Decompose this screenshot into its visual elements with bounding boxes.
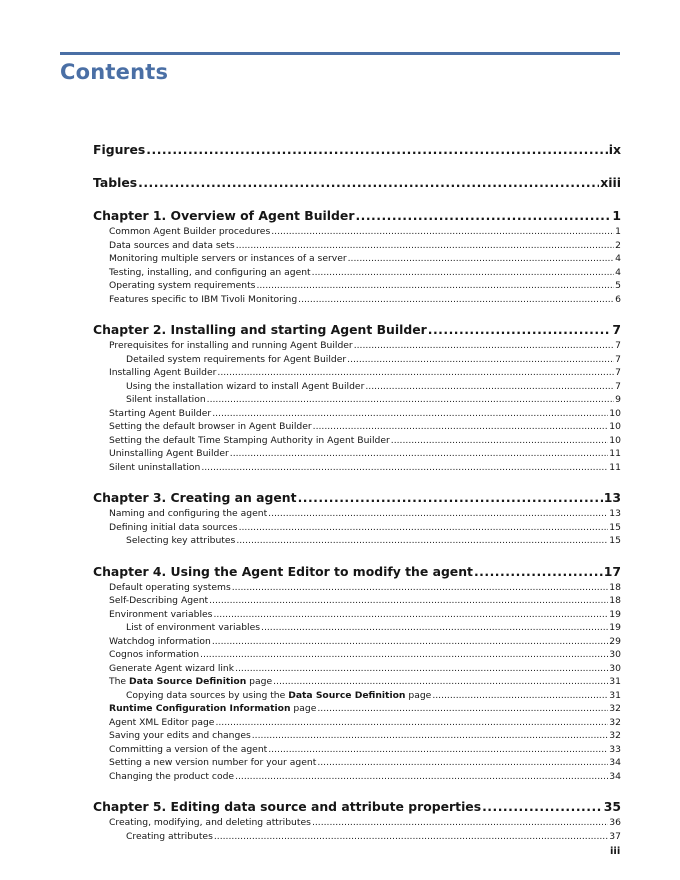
- toc-entry-title-suffix: page: [290, 703, 317, 714]
- toc-entry[interactable]: [93, 407, 621, 421]
- dot-leader: [209, 594, 608, 608]
- toc-entry[interactable]: [93, 716, 621, 730]
- toc-entry-title: [109, 702, 316, 716]
- toc-page-number: 11: [609, 461, 621, 473]
- toc-entry-title: Environment variables: [109, 608, 213, 620]
- toc-entry[interactable]: [93, 729, 621, 743]
- dot-leader: [214, 830, 608, 844]
- dot-leader: [271, 225, 614, 239]
- toc-entry-title: Monitoring multiple servers or instances of a server: [109, 253, 347, 264]
- toc-entry[interactable]: [93, 339, 621, 353]
- toc-entry-title: Starting Agent Builder: [109, 407, 212, 419]
- toc-entry[interactable]: [93, 770, 621, 784]
- toc-entry[interactable]: [93, 621, 621, 635]
- dot-leader: [347, 353, 614, 367]
- toc-page-number: 15: [609, 535, 621, 546]
- toc-entry-title: Creating, modifying, and deleting attributes: [109, 817, 311, 828]
- toc-entry[interactable]: [93, 702, 621, 716]
- toc-entry-title: Committing a version of the agent: [109, 743, 268, 755]
- dot-leader: [261, 621, 608, 635]
- dot-leader: [232, 581, 609, 595]
- dot-leader: [482, 797, 603, 816]
- toc-page-number: 6: [615, 293, 621, 305]
- toc-chapter-entry[interactable]: [93, 206, 621, 225]
- toc-entry-title-bold: Runtime Configuration Information: [109, 703, 291, 714]
- dot-leader: [212, 635, 608, 649]
- toc-chapter-entry[interactable]: [93, 797, 621, 816]
- dot-leader: [317, 702, 608, 716]
- toc-entry[interactable]: [93, 380, 621, 394]
- toc-entry-title: Cognos information: [109, 649, 200, 660]
- toc-page-number: 10: [609, 407, 621, 419]
- toc-entry-title: Uninstalling Agent Builder: [109, 448, 229, 459]
- toc-page-number: 2: [615, 239, 621, 251]
- toc-entry-title: Agent XML Editor page: [109, 716, 215, 728]
- toc-entry-title: Self-Describing Agent: [109, 595, 209, 606]
- toc-entry[interactable]: [93, 534, 621, 548]
- toc-page-number: 37: [609, 830, 621, 842]
- dot-leader: [348, 252, 615, 266]
- toc-entry-title: Figures: [93, 142, 146, 157]
- page-number: iii: [610, 846, 621, 857]
- toc-entry[interactable]: [93, 756, 621, 770]
- dot-leader: [256, 279, 614, 293]
- toc-page-number: 18: [609, 595, 621, 606]
- toc-page-number: 7: [615, 367, 621, 378]
- toc-entry[interactable]: [93, 689, 621, 703]
- toc-entry[interactable]: [93, 239, 621, 253]
- toc-entry[interactable]: [93, 635, 621, 649]
- toc-entry[interactable]: [93, 608, 621, 622]
- toc-entry-title: Changing the product code: [109, 770, 235, 782]
- toc-entry-title: Installing Agent Builder: [109, 367, 217, 378]
- toc-page-number: 30: [609, 649, 621, 660]
- dot-leader: [236, 239, 614, 253]
- dot-leader: [312, 266, 614, 280]
- toc-entry-title: Common Agent Builder procedures: [109, 226, 271, 237]
- toc-entry[interactable]: [93, 393, 621, 407]
- toc-page-number: 29: [609, 635, 621, 647]
- toc-page-number: 32: [609, 703, 621, 714]
- toc-entry-title: Selecting key attributes: [126, 535, 236, 546]
- toc-entry-title: Setting the default Time Stamping Authority in Agent Builder: [109, 434, 390, 446]
- toc-entry-title-suffix: page: [405, 689, 432, 701]
- toc-page-number: 11: [609, 448, 621, 459]
- toc-chapter-entry[interactable]: [93, 320, 621, 339]
- toc-entry-title: Chapter 5. Editing data source and attribute properties: [93, 799, 482, 814]
- toc-entry-title-suffix: page: [246, 676, 273, 687]
- dot-leader: [365, 380, 614, 394]
- toc-entry-title: Chapter 1. Overview of Agent Builder: [93, 208, 355, 223]
- toc-entry[interactable]: [93, 662, 621, 676]
- dot-leader: [200, 648, 608, 662]
- toc-entry[interactable]: [93, 675, 621, 689]
- dot-leader: [230, 447, 609, 461]
- toc-page-number: 34: [609, 757, 621, 768]
- toc-entry[interactable]: [93, 816, 621, 830]
- toc-entry-title: Operating system requirements: [109, 280, 256, 291]
- toc-entry-title: Testing, installing, and configuring an agent: [109, 266, 311, 278]
- toc-entry-title-prefix: Copying data sources by using the: [126, 689, 289, 701]
- toc-page-number: 31: [609, 689, 621, 701]
- toc-page-number: 13: [603, 490, 621, 505]
- dot-leader: [252, 729, 609, 743]
- toc-page-number: xiii: [600, 175, 621, 190]
- toc-entry-title: Saving your edits and changes: [109, 730, 251, 741]
- toc-page-number: 31: [609, 676, 621, 687]
- toc-page-number: 7: [615, 353, 621, 365]
- toc-entry-title: Silent uninstallation: [109, 461, 201, 473]
- toc-page-number: 5: [615, 280, 621, 291]
- toc-page-number: 32: [609, 730, 621, 741]
- dot-leader: [432, 689, 608, 703]
- dot-leader: [268, 743, 608, 757]
- toc-page-number: 35: [603, 799, 621, 814]
- toc-page-number: 7: [615, 380, 621, 392]
- toc-entry[interactable]: [93, 434, 621, 448]
- toc-chapter-entry[interactable]: [93, 140, 621, 159]
- dot-leader: [354, 339, 614, 353]
- toc-page-number: 4: [615, 253, 621, 264]
- dot-leader: [146, 140, 607, 159]
- dot-leader: [273, 675, 608, 689]
- toc-entry-title: Naming and configuring the agent: [109, 508, 268, 519]
- toc-chapter-entry[interactable]: [93, 173, 621, 192]
- toc-entry[interactable]: [93, 648, 621, 662]
- toc-entry-title-bold: Data Source Definition: [288, 689, 406, 701]
- toc-entry-title: Setting the default browser in Agent Builder: [109, 421, 312, 432]
- dot-leader: [138, 173, 599, 192]
- toc-page-number: ix: [608, 142, 621, 157]
- toc-entry-title: Chapter 3. Creating an agent: [93, 490, 297, 505]
- toc-chapter-entry[interactable]: [93, 562, 621, 581]
- toc-page-number: 15: [609, 521, 621, 533]
- toc-page-number: 19: [609, 608, 621, 620]
- toc-entry[interactable]: [93, 279, 621, 293]
- toc-entry-title: Watchdog information: [109, 635, 211, 647]
- table-of-contents: [93, 140, 621, 843]
- toc-entry[interactable]: [93, 252, 621, 266]
- dot-leader: [355, 206, 611, 225]
- toc-entry-title: Chapter 2. Installing and starting Agent Builder: [93, 322, 427, 337]
- toc-entry-title: Silent installation: [126, 394, 206, 405]
- dot-leader: [213, 608, 608, 622]
- toc-entry[interactable]: [93, 293, 621, 307]
- toc-entry-title: List of environment variables: [126, 622, 261, 633]
- dot-leader: [207, 393, 614, 407]
- dot-leader: [312, 816, 608, 830]
- toc-entry-title: Chapter 4. Using the Agent Editor to modify the agent: [93, 563, 473, 579]
- toc-page-number: 10: [609, 421, 621, 432]
- toc-page-number: 32: [609, 716, 621, 728]
- toc-entry-title: [126, 689, 431, 703]
- toc-page-number: 13: [609, 508, 621, 519]
- toc-page-number: 30: [609, 662, 621, 674]
- dot-leader: [268, 507, 608, 521]
- toc-entry-title: Tables: [93, 175, 138, 190]
- dot-leader: [313, 420, 609, 434]
- toc-entry[interactable]: [93, 830, 621, 844]
- toc-entry[interactable]: [93, 366, 621, 380]
- dot-leader: [239, 521, 609, 535]
- toc-entry-title: Data sources and data sets: [109, 239, 235, 251]
- toc-entry-title: Defining initial data sources: [109, 521, 238, 533]
- toc-entry-title: Setting a new version number for your agent: [109, 757, 317, 768]
- dot-leader: [235, 770, 608, 784]
- dot-leader: [212, 407, 608, 421]
- dot-leader: [298, 488, 603, 507]
- toc-page-number: 18: [609, 581, 621, 593]
- toc-chapter-entry[interactable]: [93, 488, 621, 507]
- toc-entry[interactable]: [93, 266, 621, 280]
- dot-leader: [428, 320, 612, 339]
- toc-page-number: 7: [615, 340, 621, 351]
- toc-page-number: 33: [609, 743, 621, 755]
- toc-entry-title: Detailed system requirements for Agent Builder: [126, 353, 347, 365]
- toc-entry[interactable]: [93, 461, 621, 475]
- toc-entry[interactable]: [93, 507, 621, 521]
- toc-entry[interactable]: [93, 521, 621, 535]
- toc-entry[interactable]: [93, 743, 621, 757]
- toc-entry-title: Creating attributes: [126, 830, 213, 842]
- toc-entry-title: [109, 675, 272, 689]
- toc-entry-title: Prerequisites for installing and running Agent Builder: [109, 340, 353, 351]
- toc-entry-title: Features specific to IBM Tivoli Monitoring: [109, 293, 298, 305]
- toc-entry[interactable]: [93, 353, 621, 367]
- toc-page-number: 34: [609, 770, 621, 782]
- toc-entry[interactable]: [93, 420, 621, 434]
- page-title: Contents: [60, 60, 169, 84]
- header-rule: [60, 52, 620, 55]
- toc-page-number: 7: [612, 322, 621, 337]
- dot-leader: [236, 534, 608, 548]
- toc-entry[interactable]: [93, 594, 621, 608]
- toc-entry[interactable]: [93, 447, 621, 461]
- toc-entry-title-bold: Data Source Definition: [129, 676, 247, 687]
- dot-leader: [298, 293, 614, 307]
- toc-entry-title: Using the installation wizard to install Agent Builder: [126, 380, 365, 392]
- toc-page-number: 1: [615, 226, 621, 237]
- toc-page-number: 36: [609, 817, 621, 828]
- toc-entry[interactable]: [93, 225, 621, 239]
- toc-page-number: 17: [603, 563, 621, 579]
- dot-leader: [474, 562, 603, 581]
- dot-leader: [201, 461, 608, 475]
- toc-page-number: 19: [609, 622, 621, 633]
- dot-leader: [235, 662, 608, 676]
- toc-page-number: 10: [609, 434, 621, 446]
- dot-leader: [215, 716, 608, 730]
- toc-entry-title: Generate Agent wizard link: [109, 662, 235, 674]
- toc-page-number: 4: [615, 266, 621, 278]
- toc-entry-title-prefix: The: [109, 676, 130, 687]
- toc-page-number: 1: [612, 208, 621, 223]
- dot-leader: [217, 366, 614, 380]
- toc-entry[interactable]: [93, 581, 621, 595]
- toc-entry-title: Default operating systems: [109, 581, 231, 593]
- dot-leader: [317, 756, 608, 770]
- toc-page-number: 9: [615, 394, 621, 405]
- dot-leader: [391, 434, 609, 448]
